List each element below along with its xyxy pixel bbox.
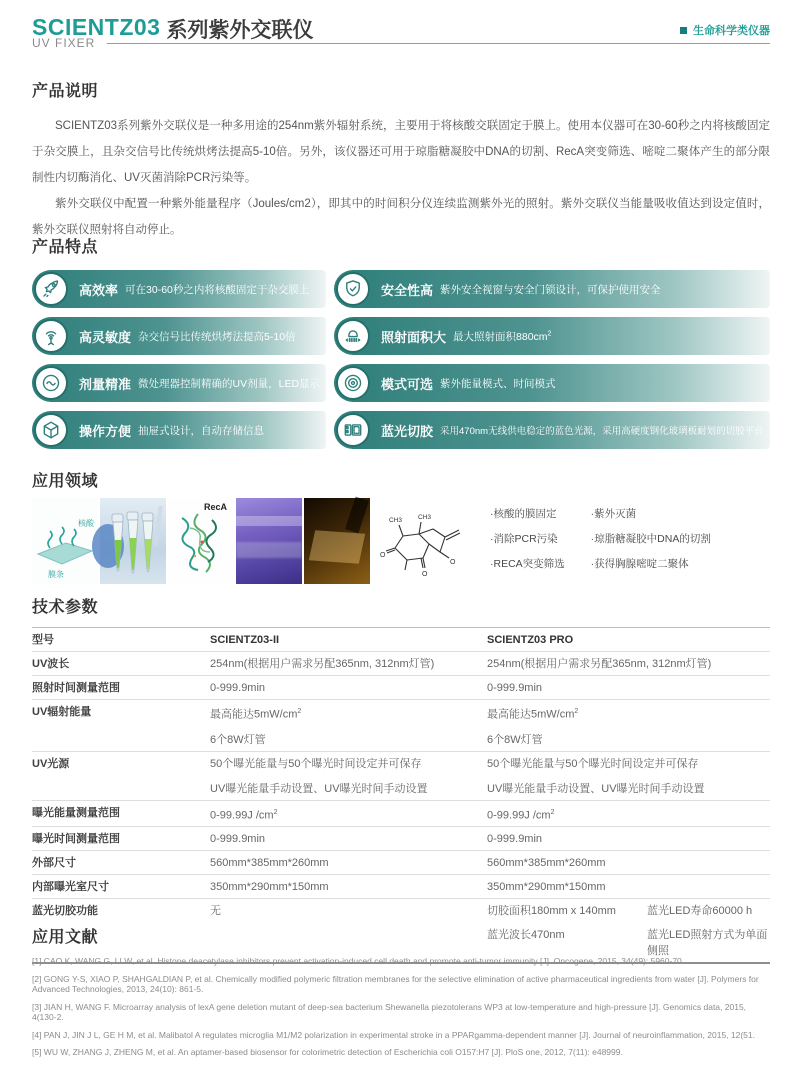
- square-bullet-icon: [680, 27, 687, 34]
- section-title-tech: 技术参数: [32, 599, 99, 616]
- feature-pill-bluelight: [334, 411, 770, 449]
- feature-list: [32, 270, 770, 449]
- signal-icon: [34, 319, 68, 353]
- reference-item: [4] PAN J, JIN J L, GE H M, et al. Malibatol A regulates microglia M1/M2 polarization in experimental stroke in a PPARgamma-dependent manner [J]. Journal of neuroinflammation, 2015, 12(51.: [32, 1029, 756, 1040]
- bullet-item: ·琼脂糖凝胶中DNA的切割: [590, 533, 711, 545]
- table-row-exposure-energy: 曝光能量测量范围 0-99.99J $/cm^2$ 0-99.99J $/cm^2$: [32, 801, 770, 828]
- feature-desc: 采用470nm无线供电稳定的蓝色光源，采用高硬度钢化玻璃板耐划的切胶平台: [440, 426, 764, 437]
- feature-title: 安全性高: [381, 282, 434, 298]
- bullet-item: ·消除PCR污染: [490, 533, 558, 545]
- feature-pill-dose: [32, 364, 326, 402]
- gel-slab: [309, 530, 365, 563]
- section-references: [32, 924, 772, 1065]
- feature-desc: 杂交信号比传统烘烤法提高5-10倍: [138, 330, 296, 343]
- gel-band: [236, 542, 302, 558]
- feature-pill-efficiency: [32, 270, 326, 308]
- gel-band: [236, 516, 302, 526]
- section-title-references: 应用文献: [32, 929, 99, 946]
- uv-gel-image: [236, 498, 302, 584]
- svg-text:CH3: CH3: [389, 517, 403, 524]
- application-bullets: [490, 502, 711, 577]
- svg-text:核酸: 核酸: [78, 519, 94, 528]
- section-title-features: 产品特点: [32, 239, 99, 256]
- feature-desc: 抽屉式设计，自动存储信息: [138, 424, 265, 437]
- feature-pill-area: [334, 317, 770, 355]
- application-images: [32, 498, 370, 584]
- rings-icon: [336, 366, 370, 400]
- feature-title: 操作方便: [79, 423, 132, 439]
- test-tubes-image: [100, 498, 166, 584]
- section-title-applications: 应用领域: [32, 473, 99, 490]
- table-row-uv-energy: UV辐射能量 最高能达$5mW/cm^2$ 6个8W灯管 最高能达$5mW/cm^2$ 6个8W灯管: [32, 700, 770, 752]
- table-row-wavelength: UV波长 254nm(根据用户需求另配365nm, 312nm灯管) 254nm(根据用户需求另配365nm, 312nm灯管): [32, 652, 770, 676]
- subtitle-en: UV FIXER: [32, 36, 96, 50]
- application-bullets-col2: [591, 502, 711, 577]
- svg-text:RecA: RecA: [204, 502, 228, 512]
- reference-item: [2] GONG Y-S, XIAO P, SHAHGALDIAN P, et al. Chemically modified polymeric filtration membranes for the selective elimination of active pharmaceutical ingredients from water [J]. Polymers for Advanced Technologies, 2013, 24(10): 861-5.: [32, 973, 759, 994]
- spec-table: [32, 627, 770, 964]
- table-row-blue-light: 蓝光切胶功能 无 切胶面积180mm x 140mm 蓝光LED寿命60000 h 蓝光波长470nm 蓝光LED照射方式为单面侧照: [32, 905, 768, 958]
- shield-check-icon: [336, 272, 370, 306]
- reference-list: [32, 956, 772, 1058]
- reference-item: [5] WU W, ZHANG J, ZHENG M, et al. An aptamer-based biosensor for colorimetric detection of Escherichia coli O157:H7 [J]. PloS one, 2012, 7(11): e48999.: [32, 1047, 623, 1057]
- bullet-item: ·紫外灭菌: [590, 508, 637, 520]
- bullet-item: ·获得胸腺嘧啶二聚体: [590, 558, 689, 570]
- section-applications: [32, 468, 770, 579]
- gel-panel-icon: [336, 413, 370, 447]
- reference-item: [3] JIAN H, WANG F. Microarray analysis of lexA gene deletion mutant of deep-sea bacterium Shewanella piezotolerans WP3 at low-temperature and high-pressure [J]. Genomics data, 2015, 4(130-2.: [32, 1001, 747, 1022]
- application-bullets-col1: [490, 502, 565, 577]
- cutting-tool: [345, 497, 369, 534]
- section-description: [32, 78, 770, 243]
- cube-icon: [34, 413, 68, 447]
- section-tech-specs: [32, 594, 770, 964]
- wave-circle-icon: [34, 366, 68, 400]
- feature-title: 高效率: [79, 282, 119, 298]
- table-row-outer-size: 外部尺寸 560mm*385mm*260mm 560mm*385mm*260mm: [32, 851, 770, 875]
- svg-text:O: O: [380, 552, 386, 559]
- membrane-fixation-image: [32, 498, 98, 584]
- gel-cutting-image: [304, 498, 370, 584]
- feature-title: 蓝光切胶: [381, 423, 434, 439]
- description-paragraph-2: 紫外交联仪中配置一种紫外能量程序（Joules/cm2），即其中的时间积分仪连续监测紫外光的照射。紫外交联仪当能量吸收值达到设定值时，紫外交联仪照射将自动停止。: [32, 198, 770, 236]
- table-row-inner-size: 内部曝光室尺寸 350mm*290mm*150mm 350mm*290mm*150mm: [32, 875, 770, 899]
- reca-protein-image: [168, 498, 234, 584]
- svg-text:膜条: 膜条: [48, 570, 64, 579]
- table-row-irradiation-time: 照射时间测量范围 0-999.9min 0-999.9min: [32, 676, 770, 700]
- table-row-exposure-time: 曝光时间测量范围 0-999.9min 0-999.9min: [32, 827, 770, 851]
- feature-desc: 微处理器控制精确的UV剂量，LED显示: [138, 377, 321, 390]
- feature-pill-modes: [334, 364, 770, 402]
- feature-pill-safety: [334, 270, 770, 308]
- svg-text:CH3: CH3: [418, 514, 432, 521]
- header-divider: [107, 43, 770, 44]
- bullet-item: ·核酸的膜固定: [490, 508, 557, 520]
- feature-pill-operation: [32, 411, 326, 449]
- section-title-description: 产品说明: [32, 83, 99, 100]
- table-row-uv-source: UV光源 50个曝光能量与50个曝光时间设定并可保存 UV曝光能量手动设置、UV曝光时间手动设置 50个曝光能量与50个曝光时间设定并可保存 UV曝光能量手动设置、UV曝光时间手动设置: [32, 752, 770, 801]
- section-features: [32, 234, 770, 449]
- feature-desc: 紫外能量模式、时间模式: [440, 377, 556, 390]
- feature-pill-sensitivity: [32, 317, 326, 355]
- subtitle-row: [32, 36, 770, 50]
- description-paragraph-1: SCIENTZ03系列紫外交联仪是一种多用途的254nm紫外辐射系统，主要用于将核酸交联固定于膜上。使用本仪器可在30-60秒之内将核酸固定于杂交膜上，且杂交信号比传统烘烤法提高5-10倍。另外，该仪器还可用于琼脂糖凝胶中DNA的切割、RecA突变筛选、嘧啶二聚体产生的部分限制性内切酶消化、UV灭菌消除PCR污染等。: [32, 120, 770, 184]
- product-series-title: 系列紫外交联仪: [166, 19, 314, 42]
- svg-text:O: O: [422, 571, 428, 578]
- feature-desc: 紫外安全视窗与安全门锁设计，可保护使用安全: [440, 283, 661, 296]
- rocket-icon: [34, 272, 68, 306]
- bullet-item: ·RECA突变筛选: [490, 558, 565, 570]
- feature-title: 模式可选: [381, 376, 434, 392]
- brand-name: SCIENTZ03: [32, 14, 161, 40]
- thymine-dimer-structure-image: [377, 508, 473, 578]
- feature-title: 剂量精准: [79, 376, 132, 392]
- feature-title: 高灵敏度: [79, 329, 132, 345]
- reference-item: [1] CAO K, WANG G, LI W, et al. Histone deacetylase inhibitors prevent activation-induced cell death and promote anti-tumor immunity [J]. Oncogene, 2015, 34(49): 5960-70.: [32, 956, 685, 966]
- feature-desc: 可在30-60秒之内将核酸固定于杂交膜上: [125, 283, 310, 296]
- uv-lamp-icon: [336, 319, 370, 353]
- category-label: 生命科学类仪器: [693, 25, 770, 37]
- feature-title: 照射面积大: [381, 329, 447, 345]
- svg-text:O: O: [450, 559, 456, 566]
- feature-desc: 最大照射面积$880cm^2$: [453, 330, 552, 343]
- table-row-model: 型号 SCIENTZ03-II SCIENTZ03 PRO: [32, 628, 770, 652]
